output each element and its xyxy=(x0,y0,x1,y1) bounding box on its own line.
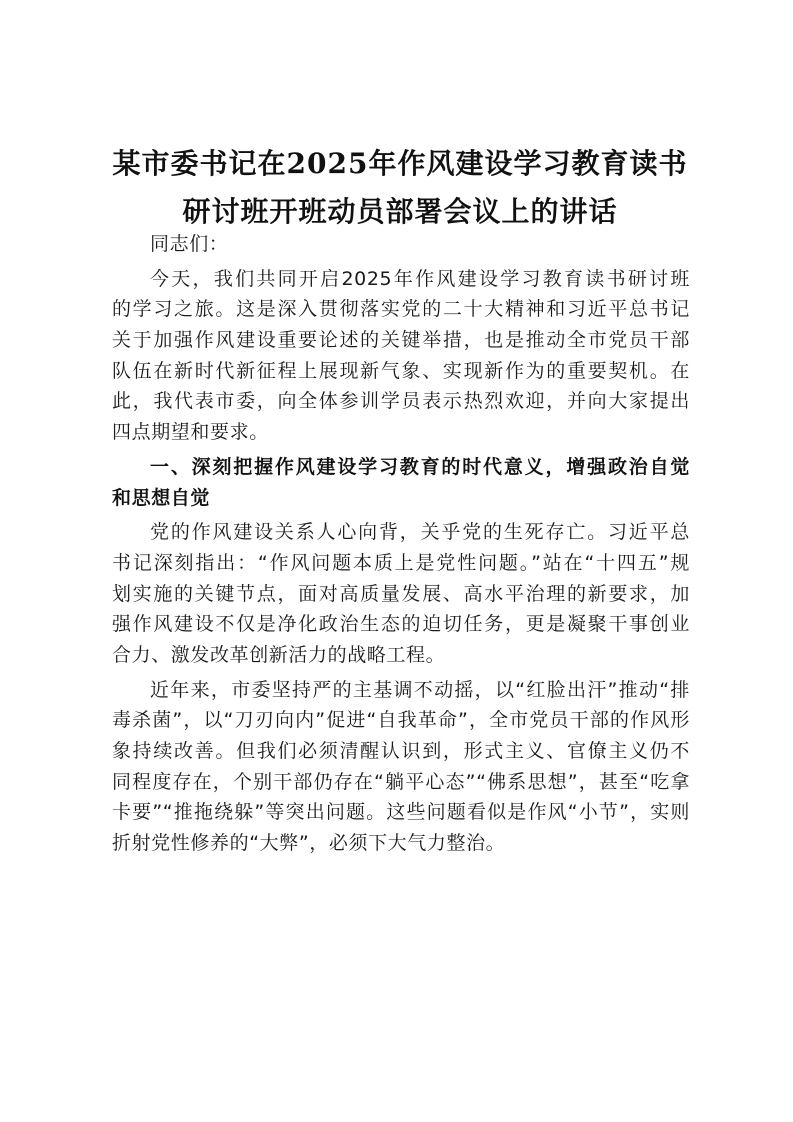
paragraph-2 xyxy=(112,517,690,670)
document-title xyxy=(80,140,720,236)
paragraph-line: 今天，我们共同开启2025年作风建设学习教育读书研讨班 xyxy=(150,267,690,290)
paragraph-line: 折射党性修养的“大弊”，必须下大气力整治。 xyxy=(112,832,506,855)
section-heading-1 xyxy=(112,452,690,513)
paragraph-line: 合力、激发改革创新活力的战略工程。 xyxy=(112,643,446,666)
paragraph-line: 的学习之旅。这是深入贯彻落实党的二十大精神和习近平总书记 xyxy=(112,298,690,321)
paragraph-line: 关于加强作风建设重要论述的关键举措，也是推动全市党员干部 xyxy=(112,329,690,352)
paragraph-line: 强作风建设不仅是净化政治生态的迫切任务，更是凝聚干事创业 xyxy=(112,613,690,636)
paragraph-line: 此，我代表市委，向全体参训学员表示热烈欢迎，并向大家提出 xyxy=(112,390,690,413)
paragraph-line: 毒杀菌”，以“刀刃向内”促进“自我革命”，全市党员干部的作风形 xyxy=(112,709,690,732)
paragraph-line: 划实施的关键节点，面对高质量发展、高水平治理的新要求，加 xyxy=(112,582,690,605)
paragraph-line: 党的作风建设关系人心向背，关乎党的生死存亡。习近平总 xyxy=(150,521,690,544)
heading-line: 和思想自觉 xyxy=(112,486,211,509)
document-body xyxy=(112,229,690,859)
title-line-2: 研讨班开班动员部署会议上的讲话 xyxy=(182,195,618,228)
paragraph-1 xyxy=(112,264,690,448)
paragraph-line: 队伍在新时代新征程上展现新气象、实现新作为的重要契机。在 xyxy=(112,359,690,382)
paragraph-line: 同程度存在，个别干部仍存在“躺平心态”“佛系思想”，甚至“吃拿 xyxy=(112,770,690,793)
heading-line: 一、深刻把握作风建设学习教育的时代意义，增强政治自觉 xyxy=(150,455,690,478)
paragraph-line: 卡要”“推拖绕躲”等突出问题。这些问题看似是作风“小节”，实则 xyxy=(112,801,690,824)
title-line-1: 某市委书记在2025年作风建设学习教育读书 xyxy=(112,147,688,180)
paragraph-line: 四点期望和要求。 xyxy=(112,421,269,444)
paragraph-line: 近年来，市委坚持严的主基调不动摇，以“红脸出汗”推动“排 xyxy=(150,678,690,701)
salutation: 同志们： xyxy=(150,233,229,255)
paragraph-3 xyxy=(112,675,690,859)
paragraph-line: 书记深刻指出：“作风问题本质上是党性问题。”站在“十四五”规 xyxy=(112,551,690,574)
paragraph-line: 象持续改善。但我们必须清醒认识到，形式主义、官僚主义仍不 xyxy=(112,740,690,762)
